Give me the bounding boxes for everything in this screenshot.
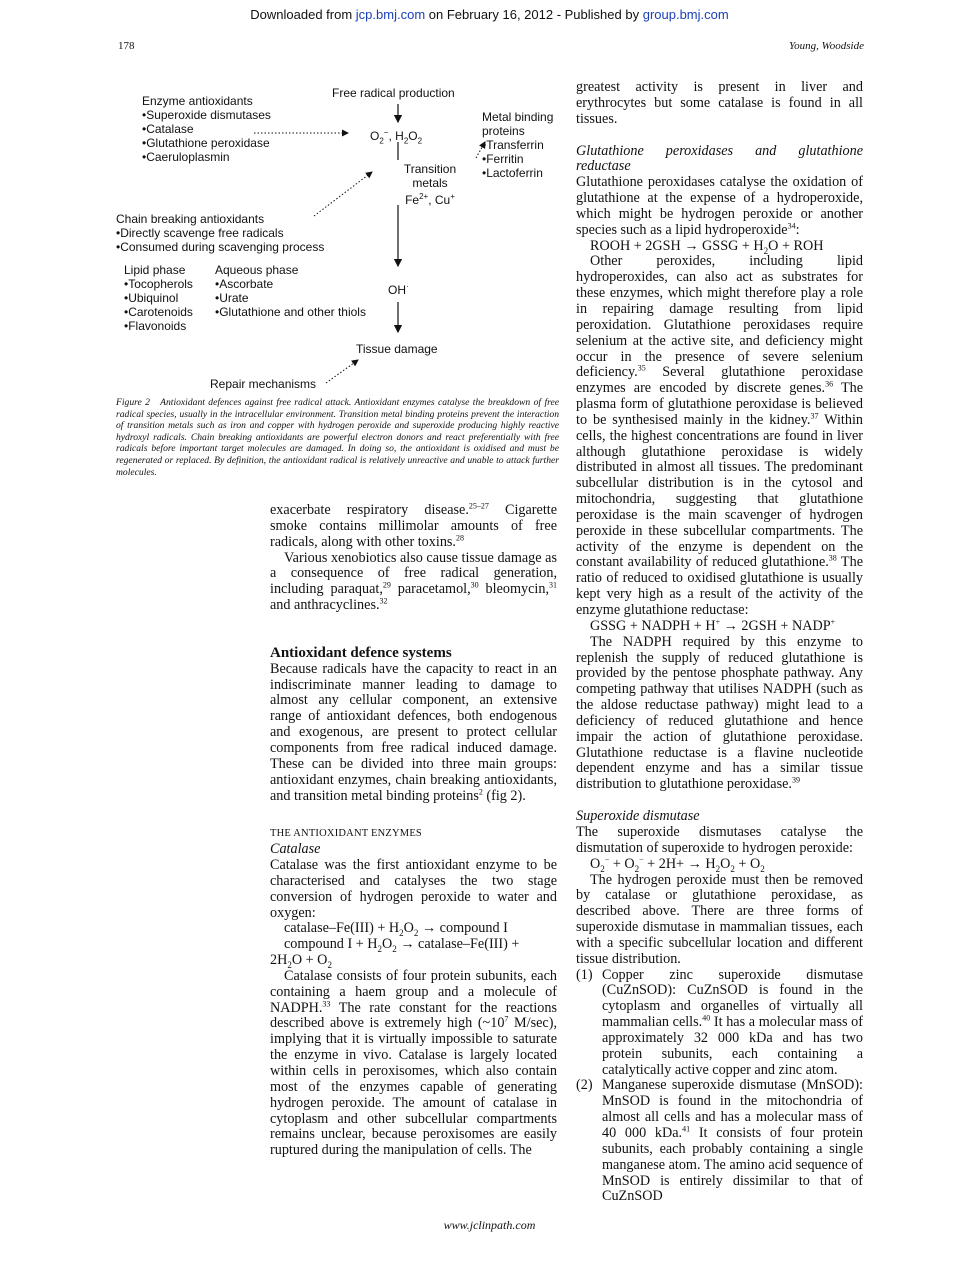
figure-caption: Figure 2 Antioxidant defences against free radical attack. Antioxidant enzymes catalyse the breakdown of free radical species, usually in the intracellular environment. Transition metal binding proteins prevent the interaction of transition metals such as iron and copper with hydrogen peroxide and superoxide producing highly reactive hydroxyl radicals. Chain breaking antioxidants are powerful electron donors and react preferentially with free radicals before important target molecules are damaged. In doing so, the antioxidant is oxidised and must be regenerated or replaced. By definition, the antioxidant radical is relatively unreactive and unable to attack further molecules. [116, 397, 560, 478]
group-bmj-link[interactable]: group.bmj.com [642, 7, 729, 22]
paragraph: Because radicals have the capacity to react in an indiscriminate manner leading to damage to almost any cellular component, an extensive range of antioxidant defences, both endogenous and exogenous, are present to protect cellular components from free radical induced damage. These can be divided into three main groups: antioxidant enzymes, chain breaking antioxidants, and transition metal binding proteins$^2$ (fig 2). [270, 660, 557, 804]
paragraph: Other peroxides, including lipid hydroperoxides, can also act as substrates for these enzymes, which might therefore play a role in repairing damage resulting from lipid peroxidation. Glutathione peroxidases require selenium at the active site, and deficiency might occur in the presence of severe selenium deficiency.$^{35}$ Several glutathione peroxidase enzymes are encoded by discrete genes.$^{36}$ The plasma form of glutathione peroxidase is believed to be synthesised mainly in the kidney.$^{37}$ Within cells, the highest concentrations are found in liver although glutathione peroxidase is widely distributed in almost all tissues. The predominant subcellular distribution is in the cytosol and mitochondria, suggesting that glutathione peroxidase is the main scavenger of hydrogen peroxide in these subcellular compartments. The activity of the enzyme is dependent on the constant availability of reduced glutathione.$^{38}$ The ratio of reduced to oxidised glutathione is usually kept very high as a result of the activity of the enzyme glutathione reductase: [576, 253, 863, 618]
paragraph: The hydrogen peroxide must then be removed by catalase or glutathione peroxidase, as described above. There are three forms of superoxide dismutase in mammalian tissues, each with a specific subcellular location and different tissue distribution. [576, 871, 863, 967]
sod-heading: Superoxide dismutase [576, 808, 700, 825]
transition-metals-label: Transition metals $Fe^{2+}$, Cu+ [400, 162, 460, 207]
dotted-arrow-repair [326, 360, 358, 383]
section-heading: Antioxidant defence systems [270, 644, 452, 661]
fe-cu-formula: $Fe^{2+}$, Cu+ [405, 192, 455, 207]
paragraph: exacerbate respiratory disease.$^{25-27}$ Cigarette smoke contains millimolar amounts of free radicals, along with other toxins.$^{28}$ [270, 501, 558, 550]
paragraph: Glutathione peroxidases catalyse the oxidation of glutathione at the expense of a hydroperoxide, which might be hydrogen peroxide or another species such as a lipid hydroperoxide$^{34}$: [576, 174, 863, 238]
hydroxyl-radical-formula: OH· [388, 282, 409, 297]
dotted-arrow-chain [314, 172, 372, 216]
equation-gr: GSSG + NADPH + H+ → 2GSH + NADP+ [590, 617, 836, 634]
free-radical-production-label: Free radical production [332, 86, 455, 100]
list-item: (2) Manganese superoxide dismutase (MnSOD): MnSOD is found in the mitochondria of almost all cells and has a molecular mass of 40 000 kDa.$^{41}$ It consists of four protein subunits, each probably containing a single manganese atom. The amino acid sequence of MnSOD is entirely dissimilar to that of CuZnSOD [576, 1077, 863, 1205]
paragraph: Various xenobiotics also cause tissue damage as a consequence of free radical generation, including paraquat,$^{29}$ paracetamol,$^{30}$ bleomycin,$^{31}$ and anthracyclines.$^{32}$ [270, 549, 557, 614]
paragraph: Catalase consists of four protein subunits, each containing a haem group and a molecule of NADPH.$^{33}$ The rate constant for the reactions described above is extremely high ($\sim 10^7$ M/sec), implying that it is virtually impossible to saturate the enzyme in vivo. Catalase is largely located within cells in peroxisomes, which also contain most of the enzymes capable of generating hydrogen peroxide. The amount of catalase in cytoplasm and other subcellular compartments remains unclear, because peroxisomes are easily ruptured during the manipulation of cells. The [270, 967, 558, 1159]
figure-2-diagram [110, 80, 570, 395]
footer-url: www.jclinpath.com [443, 1218, 536, 1232]
jcp-link[interactable]: jcp.bmj.com [355, 7, 426, 22]
paragraph: Catalase was the first antioxidant enzyme to be characterised and catalyses the two stage conversion of hydrogen peroxide to water and oxygen: [270, 857, 557, 921]
chain-breaking-antioxidants-list: Chain breaking antioxidants •Directly scavenge free radicals •Consumed during scavenging process [116, 212, 325, 254]
metal-binding-proteins-list: Metal binding proteins •Transferrin •Ferritin •Lactoferrin [482, 110, 554, 180]
paragraph: greatest activity is present in liver and erythrocytes but some catalase is found in all tissues. [576, 79, 863, 127]
download-banner: Downloaded from jcp.bmj.com on February 16, 2012 - Published by group.bmj.com [250, 7, 729, 22]
paragraph: The NADPH required by this enzyme to replenish the supply of reduced glutathione is provided by the pentose phosphate pathway. Any competing pathway that utilises NADPH (such as the aldose reductase pathway) might lead to a deficiency of reduced glutathione and hence impair the action of glutathione peroxidase. Glutathione reductase is a flavine nucleotide dependent enzyme and has a similar tissue distribution to glutathione peroxidase.$^{39}$ [576, 633, 863, 793]
equation-sod: $O_2^- + O_2^- + 2H+ \to H_2O_2 + O_2$ [590, 854, 765, 874]
superoxide-h2o2-formula: $O_2^-$, $H_2O_2$ [370, 128, 423, 146]
aqueous-phase-list: Aqueous phase •Ascorbate •Urate •Glutathione and other thiols [215, 263, 366, 319]
page-number: 178 [118, 40, 135, 52]
repair-mechanisms-label: Repair mechanisms [210, 377, 317, 391]
equation-catalase-2-cont: $2H_2O + O_2$ [270, 952, 332, 970]
right-column [576, 80, 863, 1205]
tissue-damage-label: Tissue damage [356, 342, 438, 356]
left-column [270, 503, 557, 1159]
enzyme-antioxidants-list: Enzyme antioxidants •Superoxide dismutases •Catalase •Glutathione peroxidase •Caeruloplasmin [142, 94, 271, 164]
equation-gpx: ROOH + 2GSH → GSSG + $H_2O$ + ROH [590, 237, 824, 256]
paragraph: The superoxide dismutases catalyse the dismutation of superoxide to hydrogen peroxide: [576, 823, 863, 856]
catalase-heading: Catalase [270, 841, 321, 858]
list-item: (1) Copper zinc superoxide dismutase (CuZnSOD): CuZnSOD is found in the cytoplasm and organelles of virtually all mammalian cells.$^{40}$ It has a molecular mass of approximately 32 000 kDa and has two protein subunits, each containing a catalytically active copper and zinc atom. [576, 966, 863, 1078]
equation-catalase-2: compound $I + H_2O_2$ → catalase–Fe(III) + [284, 936, 520, 955]
equation-catalase-1: catalase–Fe(III) + $H_2O_2$ → compound I [284, 920, 508, 939]
gpx-heading: Glutathione peroxidases and glutathione reductase [576, 142, 863, 175]
lipid-phase-list: Lipid phase •Tocopherols •Ubiquinol •Carotenoids •Flavonoids [124, 263, 193, 333]
subsection-heading: THE ANTIOXIDANT ENZYMES [270, 828, 422, 840]
running-head: Young, Woodside [789, 40, 864, 52]
